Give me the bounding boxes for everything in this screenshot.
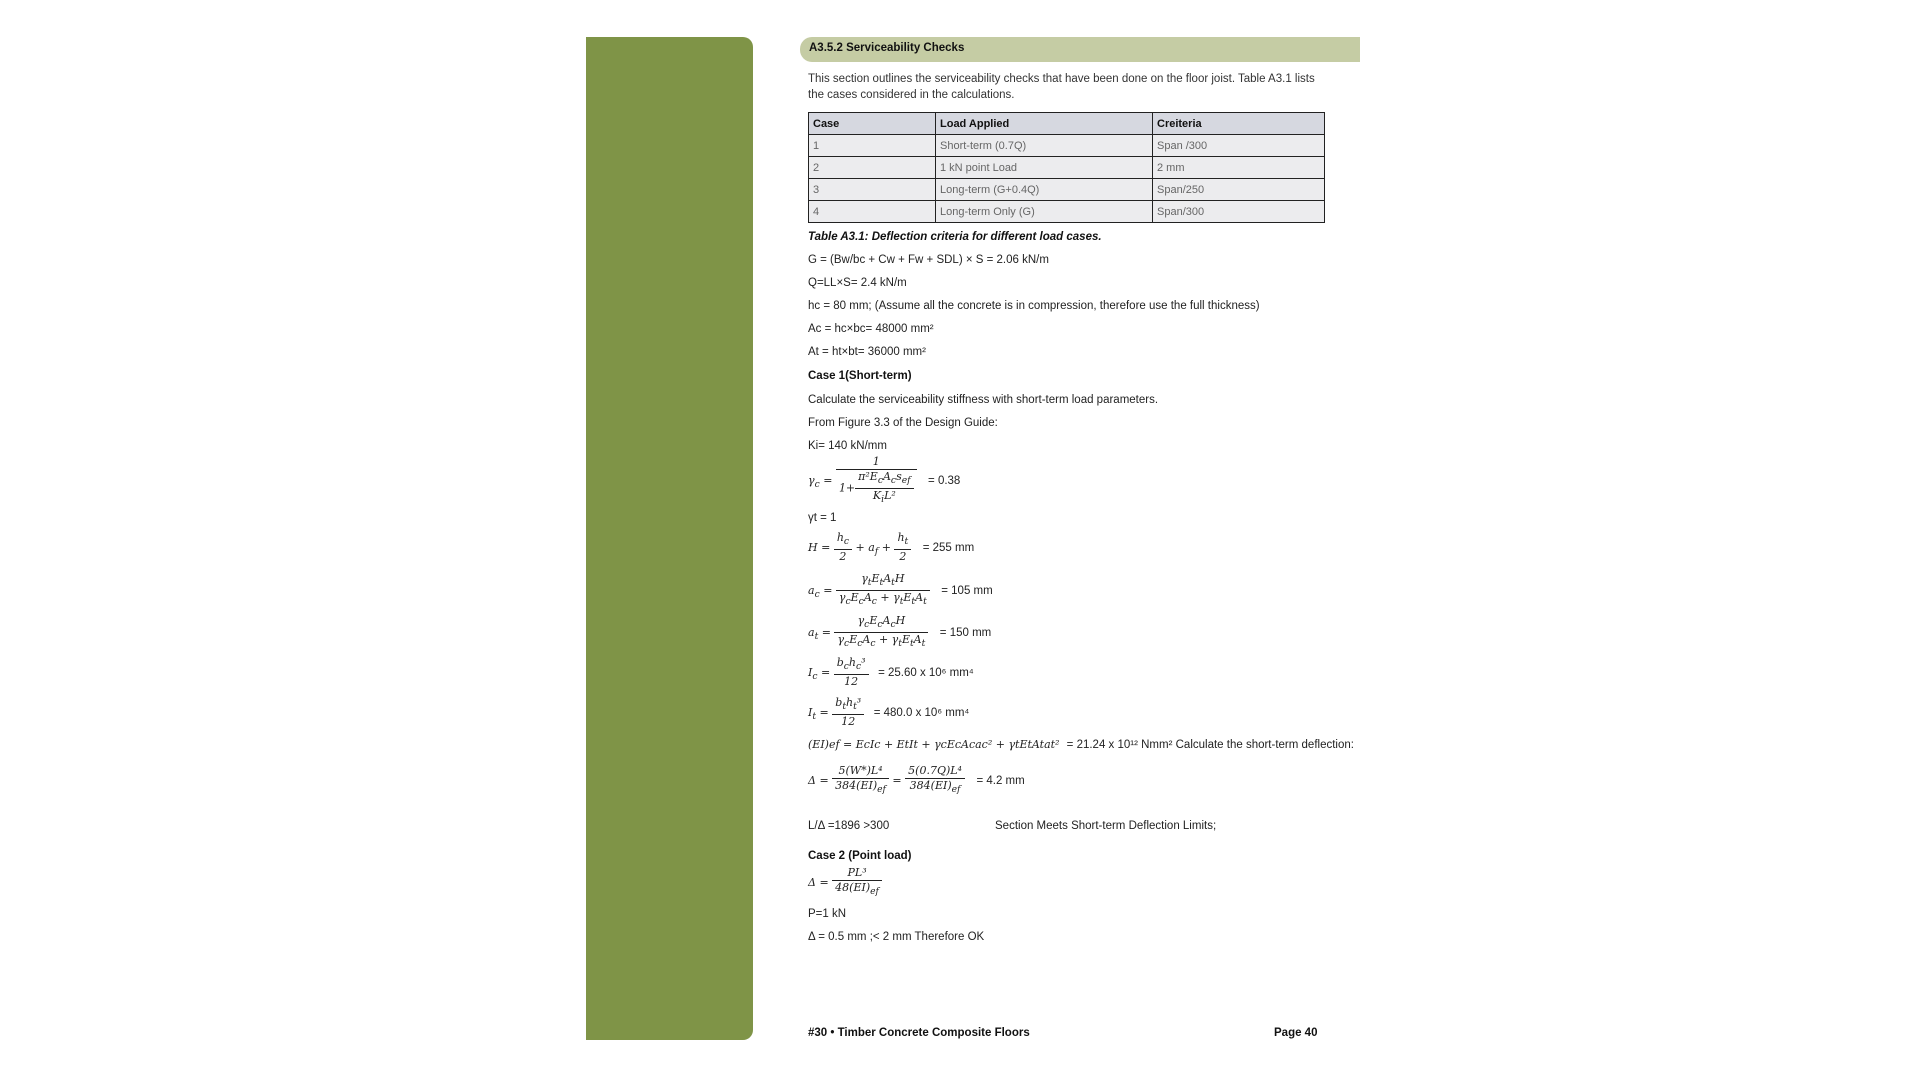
EI-value: = 21.24 x 10¹² Nmm² Calculate the short-term deflection: [1066,739,1354,751]
table-header-row [809,113,1325,135]
formula-EI: (EI)ef = EcIc + EtIt + γcEcAcac² + γtEtAtat² [808,738,1060,751]
eq-gamma-t: γt = 1 [808,512,837,524]
at-value: = 150 mm [939,626,992,639]
table-row [809,179,1325,201]
It-value: = 480.0 x 10⁶ mm⁴ [873,706,970,719]
eq-gamma-c [808,455,960,507]
table-cell: 4 [809,201,936,223]
eq-It [808,696,969,729]
span-deflection-ratio: L/Δ =1896 >300 [808,820,890,832]
table-cell: 3 [809,179,936,201]
table-cell: Span/300 [1153,201,1325,223]
formula-gamma-c: $\gamma_c$ = 1 1+ $\frac{\pi^2E_cA_cs_{ef}}{K_iL^2}$ [808,474,920,487]
decorative-side-bar [586,37,753,1040]
eq-Ac: Ac = hc×bc= 48000 mm² [808,323,934,335]
formula-delta: Δ = $\frac{\text{5(W*)L⁴}}{384(EI)_{ef}}$ = $\frac{\text{5(0.7Q)L⁴}}{384(EI)_{ef}}$ [808,774,968,787]
header-load-applied: Load Applied [936,113,1153,135]
formula-ac: $a_c$ = $\frac{\gamma_tE_tA_tH}{\gamma_cE_cA_c + \gamma_tE_tA_t}$ [808,584,933,597]
delta-value: = 4.2 mm [976,774,1025,787]
ac-value: = 105 mm [941,584,993,597]
case1-description: Calculate the serviceability stiffness with short-term load parameters. [808,394,1159,406]
table-row [809,135,1325,157]
formula-It: $I_t$ = $\frac{b_th_t^3}{12}$ [808,706,868,719]
footer-page-number: Page 40 [1274,1027,1318,1039]
formula-point-load: Δ = $\frac{\text{PL³}}{48(EI)_{ef}}$ [808,876,882,889]
H-value: = 255 mm [922,541,975,554]
intro-paragraph: This section outlines the serviceability checks that have been done on the floor joist. Table A3.1 lists the cases considered in the calculations. [808,73,1315,101]
case2-result: Δ = 0.5 mm ;< 2 mm Therefore OK [808,931,985,943]
table-cell: 2 [809,157,936,179]
table-row [809,157,1325,179]
eq-Ic [808,656,974,689]
eq-At: At = ht×bt= 36000 mm² [808,346,926,358]
formula-at: $a_t$ = $\frac{\gamma_cE_cA_cH}{\gamma_cE_cA_c + \gamma_tE_tA_t}$ [808,626,932,639]
case1-heading: Case 1(Short-term) [808,370,912,382]
formula-H: H = $\frac{h_c}{2}$ + $a_f$ + $\frac{h_t}{2}$ [808,541,915,554]
footer-publication: #30 • Timber Concrete Composite Floors [808,1027,1030,1039]
eq-Q: Q=LL×S= 2.4 kN/m [808,277,907,289]
gamma-c-value: = 0.38 [928,475,961,488]
section-header-band [800,37,1360,62]
eq-G: G = (Bw/bc + Cw + Fw + SDL) × S = 2.06 kN/m [808,254,1049,266]
Ic-value: = 25.60 x 10⁶ mm⁴ [878,666,974,679]
header-case: Case [809,113,936,135]
table-caption: Table A3.1: Deflection criteria for different load cases. [808,231,1102,243]
table-row [809,201,1325,223]
table-cell: Span/250 [1153,179,1325,201]
deflection-criteria-table [808,112,1325,223]
case1-verdict: Section Meets Short-term Deflection Limits; [995,820,1217,832]
eq-at [808,614,991,651]
eq-delta [808,764,1025,797]
formula-Ic: $I_c$ = $\frac{b_ch_c^3}{12}$ [808,666,872,679]
table-cell: 2 mm [1153,157,1325,179]
table-cell: Long-term (G+0.4Q) [936,179,1153,201]
eq-P: P=1 kN [808,908,847,920]
eq-ac [808,572,993,609]
eq-EI [808,738,1354,752]
header-criteria: Creiteria [1153,113,1325,135]
section-title: A3.5.2 Serviceability Checks [809,42,965,54]
table-cell: Span /300 [1153,135,1325,157]
case2-heading: Case 2 (Point load) [808,850,912,862]
table-cell: 1 kN point Load [936,157,1153,179]
eq-Ki: Ki= 140 kN/mm [808,440,887,452]
eq-H [808,531,974,564]
case1-reference: From Figure 3.3 of the Design Guide: [808,417,998,429]
eq-hc: hc = 80 mm; (Assume all the concrete is in compression, therefore use the full thickness) [808,300,1260,312]
table-cell: 1 [809,135,936,157]
table-cell: Long-term Only (G) [936,201,1153,223]
table-cell: Short-term (0.7Q) [936,135,1153,157]
eq-point-load-delta [808,866,882,899]
